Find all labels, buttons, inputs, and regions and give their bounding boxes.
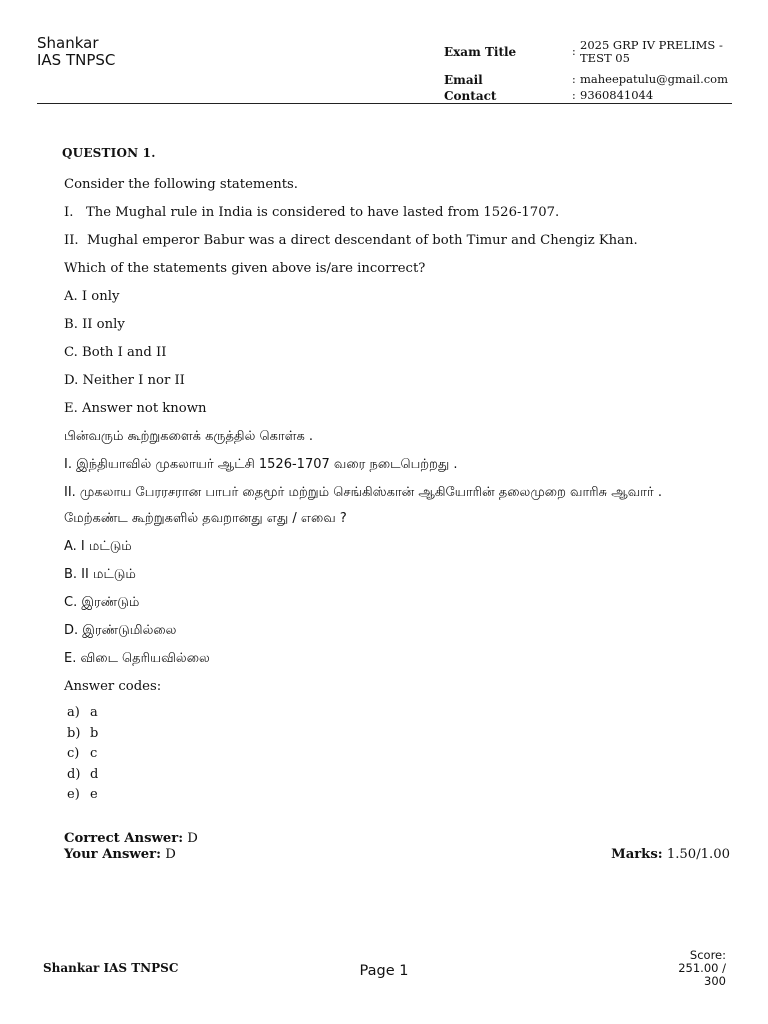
header-divider xyxy=(37,103,732,104)
answer-code-key: c) xyxy=(67,746,80,761)
email-label: Email xyxy=(444,73,483,87)
exam-meta xyxy=(444,39,739,105)
option-b: B. II only xyxy=(64,317,125,332)
answer-code-value: c xyxy=(90,746,98,761)
brand-line-2: IAS TNPSC xyxy=(37,51,116,69)
tamil-option-e: E. விடை தெரியவில்லை xyxy=(64,651,210,666)
tamil-option-c: C. இரண்டும் xyxy=(64,595,140,610)
answer-code-value: e xyxy=(90,787,98,802)
correct-answer-row xyxy=(64,831,730,847)
brand-name xyxy=(37,35,115,69)
answer-codes-list xyxy=(67,705,734,808)
answer-code-value: b xyxy=(90,725,99,741)
colon: : xyxy=(572,73,576,86)
exam-title-row xyxy=(444,39,739,73)
footer-brand: Shankar IAS TNPSC xyxy=(43,961,179,975)
question-heading: QUESTION 1. xyxy=(62,146,156,160)
correct-answer-label: Correct Answer: xyxy=(64,831,184,846)
score-summary xyxy=(656,949,726,988)
option-a: A. I only xyxy=(64,289,120,304)
tamil-statement-2: II. முகலாய பேரரசரான பாபர் தைமூர் மற்றும் செங்கிஸ்கான் ஆகியோரின் தலைமுறை வாரிசு ஆவார் . xyxy=(64,485,662,500)
tamil-statement-1: I. இந்தியாவில் முகலாயர் ஆட்சி 1526-1707 வரை நடைபெற்றது . xyxy=(64,457,458,472)
answer-code-value: d xyxy=(90,766,99,782)
statement-2: II. Mughal emperor Babur was a direct descendant of both Timur and Chengiz Khan. xyxy=(64,233,638,248)
contact-value: 9360841044 xyxy=(580,88,654,102)
your-answer-label: Your Answer: xyxy=(64,847,161,862)
answer-codes-label: Answer codes: xyxy=(64,679,162,694)
question-body xyxy=(64,177,734,808)
result-block xyxy=(64,831,730,863)
option-d: D. Neither I nor II xyxy=(64,373,185,388)
your-answer-row xyxy=(64,847,730,863)
page-number: Page 1 xyxy=(359,963,409,979)
answer-code-item xyxy=(67,767,734,788)
answer-code-key: b) xyxy=(67,725,81,741)
answer-code-key: d) xyxy=(67,766,81,782)
your-answer-value: D xyxy=(165,847,176,862)
answer-code-item xyxy=(67,787,734,808)
answer-code-item xyxy=(67,746,734,767)
tamil-option-a: A. I மட்டும் xyxy=(64,539,132,554)
exam-title-label: Exam Title xyxy=(444,45,517,59)
question-text: Consider the following statements. xyxy=(64,177,298,192)
email-value: maheepatulu@gmail.com xyxy=(580,72,729,86)
option-c: C. Both I and II xyxy=(64,345,167,360)
answer-code-item xyxy=(67,705,734,726)
correct-answer-value: D xyxy=(187,831,198,846)
contact-label: Contact xyxy=(444,89,497,103)
answer-code-item xyxy=(67,726,734,747)
brand-line-1: Shankar xyxy=(37,34,99,52)
email-row xyxy=(444,73,739,89)
option-e: E. Answer not known xyxy=(64,401,207,416)
answer-code-key: a) xyxy=(67,705,80,720)
tamil-option-b: B. II மட்டும் xyxy=(64,567,136,582)
question-prompt: Which of the statements given above is/are incorrect? xyxy=(64,261,426,276)
tamil-option-d: D. இரண்டுமில்லை xyxy=(64,623,177,638)
score-label: Score: xyxy=(689,948,726,962)
answer-code-value: a xyxy=(90,705,98,720)
colon: : xyxy=(572,89,576,102)
marks-value: 1.50/1.00 xyxy=(666,847,730,862)
marks-label: Marks: xyxy=(611,847,663,862)
answer-code-key: e) xyxy=(67,787,80,802)
statement-1: I. The Mughal rule in India is considered to have lasted from 1526-1707. xyxy=(64,205,560,220)
exam-title-value: 2025 GRP IV PRELIMS - TEST 05 xyxy=(580,38,723,65)
tamil-question-text: பின்வரும் கூற்றுகளைக் கருத்தில் கொள்க . xyxy=(64,429,314,444)
score-value: 251.00 / xyxy=(678,961,726,975)
colon: : xyxy=(572,45,576,58)
score-total: 300 xyxy=(704,974,726,988)
tamil-question-prompt: மேற்கண்ட கூற்றுகளில் தவறானது எது / எவை ? xyxy=(64,511,347,526)
